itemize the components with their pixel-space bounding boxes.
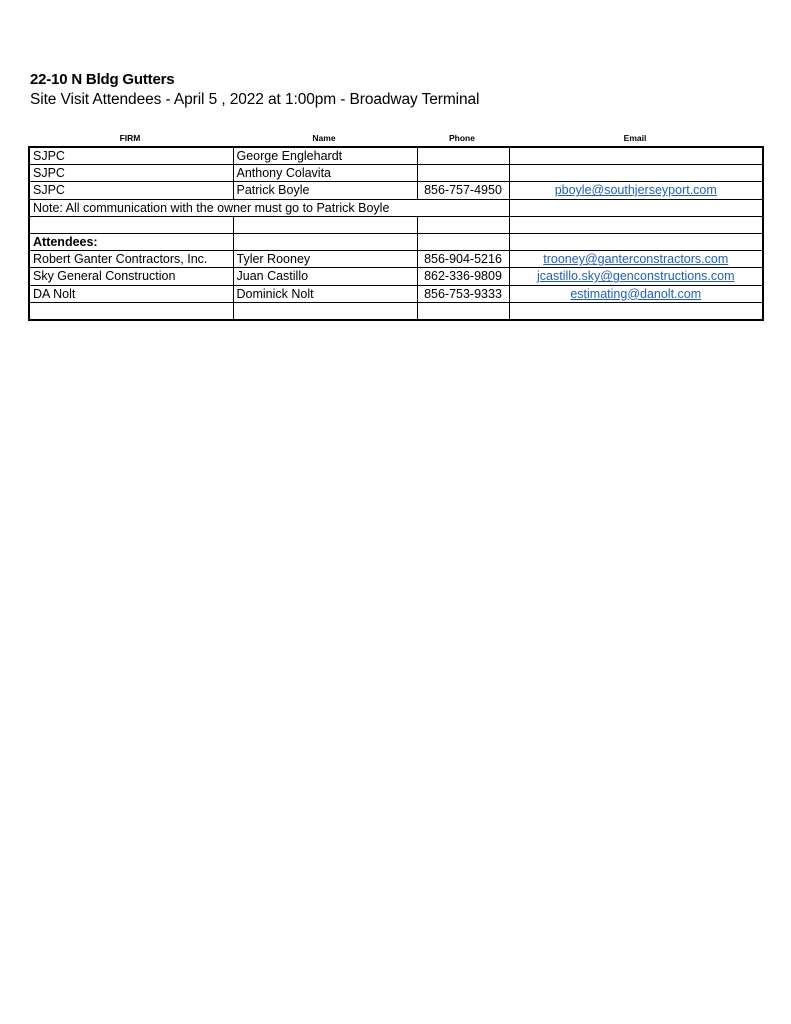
firm-cell: SJPC: [29, 165, 233, 182]
table-row-blank: [29, 216, 763, 233]
phone-cell: 856-904-5216: [417, 251, 509, 268]
empty-cell: [29, 302, 233, 320]
table-row-blank: [29, 302, 763, 320]
email-cell: [509, 182, 763, 199]
phone-cell: [417, 165, 509, 182]
empty-cell: [509, 233, 763, 250]
email-cell: [509, 285, 763, 302]
note-cell: [29, 199, 509, 216]
firm-cell: DA Nolt: [29, 285, 233, 302]
empty-cell: [417, 302, 509, 320]
table-row: [29, 165, 763, 182]
owner-note: Note: All communication with the owner must go to Patrick Boyle: [33, 200, 390, 215]
phone-cell: 856-753-9333: [417, 285, 509, 302]
empty-cell: [509, 199, 763, 216]
empty-cell: [29, 216, 233, 233]
table-row: [29, 251, 763, 268]
email-link[interactable]: jcastillo.sky@genconstructions.com: [537, 269, 735, 284]
table-row-note: [29, 199, 763, 216]
email-link[interactable]: pboyle@southjerseyport.com: [554, 183, 717, 198]
email-cell: [509, 165, 763, 182]
document-title: 22-10 N Bldg Gutters: [30, 71, 175, 88]
email-cell: [509, 147, 763, 165]
name-cell: George Englehardt: [233, 147, 417, 165]
table-row-attendees-label: [29, 233, 763, 250]
firm-cell: SJPC: [29, 182, 233, 199]
empty-cell: [417, 233, 509, 250]
document-subtitle: Site Visit Attendees - April 5 , 2022 at 1:00pm - Broadway Terminal: [30, 91, 480, 108]
email-cell: [509, 251, 763, 268]
table-row: [29, 147, 763, 165]
name-cell: Juan Castillo: [233, 268, 417, 285]
attendees-label: Attendees:: [29, 233, 233, 250]
name-cell: Patrick Boyle: [233, 182, 417, 199]
column-header-email: Email: [623, 133, 647, 143]
attendee-table: [28, 146, 764, 321]
name-cell: Anthony Colavita: [233, 165, 417, 182]
name-cell: Tyler Rooney: [233, 251, 417, 268]
empty-cell: [509, 302, 763, 320]
empty-cell: [233, 216, 417, 233]
firm-cell: Robert Ganter Contractors, Inc.: [29, 251, 233, 268]
table-row: [29, 285, 763, 302]
firm-cell: SJPC: [29, 147, 233, 165]
empty-cell: [509, 216, 763, 233]
name-cell: Dominick Nolt: [233, 285, 417, 302]
phone-cell: [417, 147, 509, 165]
table-row: [29, 268, 763, 285]
column-header-phone: Phone: [449, 133, 475, 143]
empty-cell: [233, 302, 417, 320]
email-cell: [509, 268, 763, 285]
phone-cell: 862-336-9809: [417, 268, 509, 285]
firm-cell: Sky General Construction: [29, 268, 233, 285]
column-header-firm: FIRM: [119, 133, 141, 143]
phone-cell: 856-757-4950: [417, 182, 509, 199]
table-row: [29, 182, 763, 199]
empty-cell: [417, 216, 509, 233]
column-header-name: Name: [312, 133, 336, 143]
email-link[interactable]: estimating@danolt.com: [570, 286, 702, 301]
empty-cell: [233, 233, 417, 250]
email-link[interactable]: trooney@ganterconstractors.com: [543, 252, 729, 267]
